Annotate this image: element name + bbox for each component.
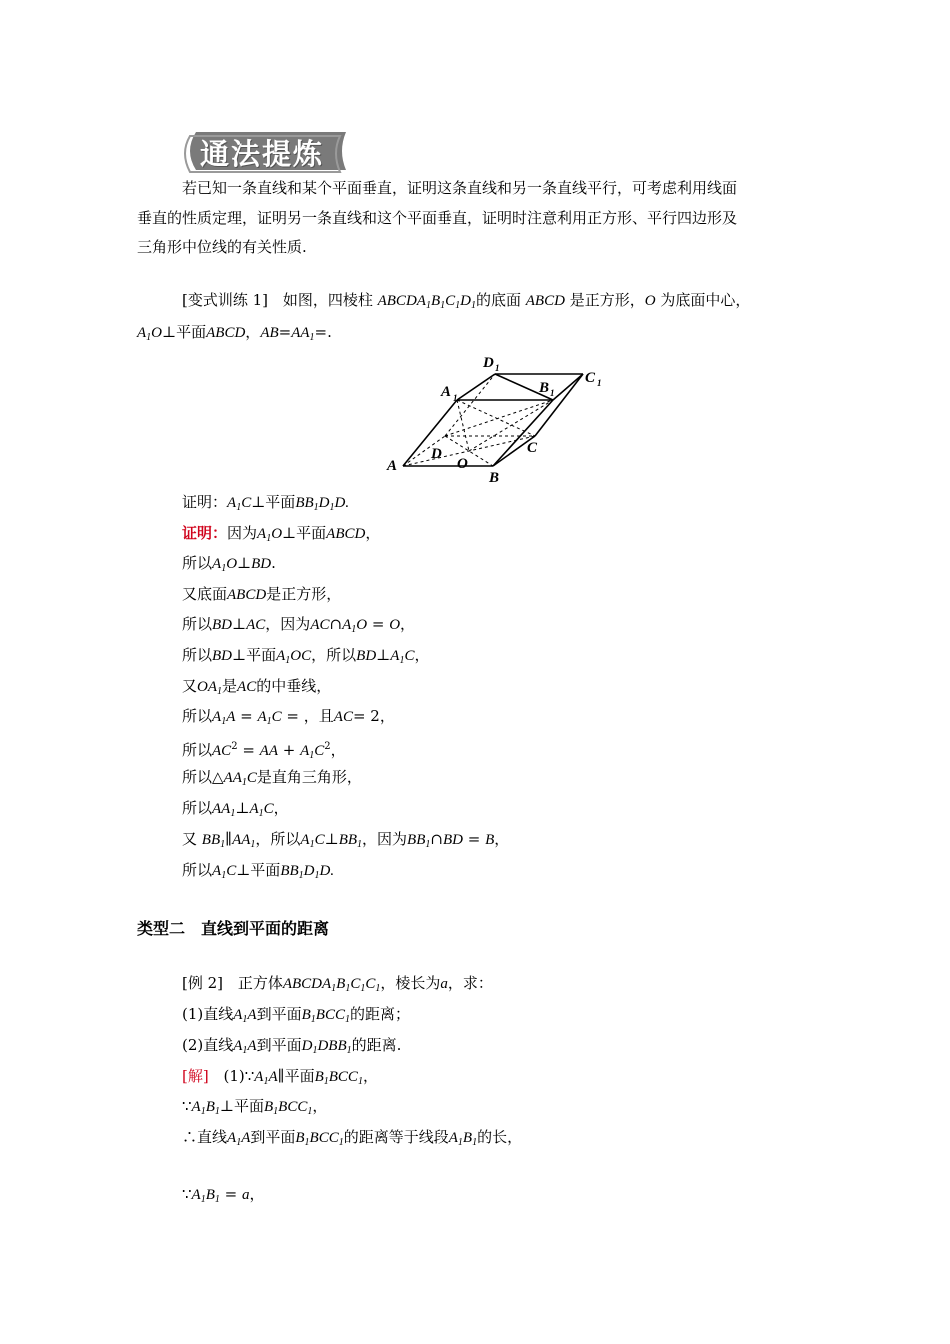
label-A1-sub: 1 (453, 393, 458, 403)
example-q2c: 的距离. (351, 1036, 402, 1054)
proof-line-10: 所以$AA_1\perp A_1C$， (182, 799, 289, 819)
proof-l9b: 是直角三角形， (256, 768, 362, 786)
exercise-line-2: $A_1O\perp$平面ABCD，$AB=AA_1=$. (137, 323, 332, 343)
label-B1-sub: 1 (550, 388, 555, 398)
label-D1-sub: 1 (495, 363, 500, 373)
exercise-text-g: =. (314, 323, 332, 341)
proof-l3b: 是正方形， (266, 585, 342, 603)
proof-goal-prefix: 证明： (182, 493, 228, 511)
summary-line-2: 垂直的性质定理，证明另一条直线和这个平面垂直，证明时注意利用正方形、平行四边形及 (137, 209, 738, 227)
proof-l10: 所以 (182, 799, 213, 817)
exercise-intro: 如图，四棱柱 (282, 291, 373, 309)
exercise-text-b: 是正方形， (569, 291, 645, 309)
proof-l3: 又底面 (182, 585, 228, 603)
proof-line-7: 所以$A_1A = A_1C$ = ，且AC= 2， (182, 707, 395, 727)
label-D: D (431, 446, 442, 462)
solution-s4: ∵ (182, 1185, 192, 1203)
proof-l2: 所以 (182, 554, 213, 572)
exercise-text-f: = (278, 323, 292, 341)
proof-l11: 又 (182, 830, 198, 848)
exercise-text-c: 为底面中心， (660, 291, 751, 309)
proof-line-6: 又$OA_1$是AC的中垂线， (182, 677, 332, 697)
label-A: A (387, 458, 398, 474)
proof-l6b: 是 (222, 677, 238, 695)
solution-s3: ∴直线 (182, 1128, 228, 1146)
example-q1b: 到平面 (256, 1005, 302, 1023)
summary-line-3: 三角形中位线的有关性质. (137, 238, 307, 256)
section-banner (182, 128, 350, 174)
proof-label: 证明： (182, 524, 228, 542)
proof-l6c: 的中垂线， (256, 677, 332, 695)
exercise-text-e: ， (245, 323, 261, 341)
exercise-tag: [变式训练 1] (182, 291, 269, 309)
proof-line-11: 又 $BB_1\parallel AA_1$，所以$A_1C\perp BB_1$，因为$BB_1\cap BD = B$， (182, 830, 510, 850)
proof-line-9: 所以$\triangle AA_1C$是直角三角形， (182, 768, 362, 788)
proof-l4: 所以 (182, 615, 213, 633)
example-tag: [例 2] (182, 974, 224, 992)
prism-diagram (385, 350, 615, 485)
banner-title: 通法提炼 (200, 137, 325, 171)
proof-l7c: = 2， (352, 707, 395, 725)
proof-line-1: 证明：因为$A_1O\perp$平面ABCD， (182, 524, 381, 544)
example-question-1: (1)直线$A_1A$到平面$B_1BCC_1$的距离； (182, 1005, 410, 1025)
proof-l8: 所以 (182, 741, 213, 759)
proof-line-4: 所以BD⊥AC，因为$AC\cap A_1O = O$， (182, 615, 416, 635)
example-q2b: 到平面 (256, 1036, 302, 1054)
example-q2: (2)直线 (182, 1036, 234, 1054)
label-C: C (527, 440, 538, 456)
example-question-2: (2)直线$A_1A$到平面$D_1DBB_1$的距离. (182, 1036, 402, 1056)
label-B1: B (539, 380, 550, 396)
exercise-text-a: 的底面 (475, 291, 521, 309)
example-q1c: 的距离； (349, 1005, 410, 1023)
solution-s3d: 的长， (477, 1128, 523, 1146)
solution-line-3: ∴直线$A_1A$到平面$B_1BCC_1$的距离等于线段$A_1B_1$的长， (182, 1128, 523, 1148)
solution-tag: [解] (182, 1067, 209, 1085)
solution-line-4: $\because A_1B_1 = a$， (182, 1185, 265, 1205)
label-D1: D (483, 355, 494, 371)
proof-l5b: ，所以 (311, 646, 357, 664)
example-text-b: ，棱长为 (380, 974, 441, 992)
proof-l11b: ，所以 (255, 830, 301, 848)
solution-s1b: ∥平面 (277, 1067, 315, 1085)
solution-s2: ∵ (182, 1097, 192, 1115)
label-A1: A (441, 384, 452, 400)
proof-l9: 所以△ (182, 768, 224, 786)
label-C1: C (585, 370, 596, 386)
solution-line-2: $\because A_1B_1\perp$平面$B_1BCC_1$， (182, 1097, 328, 1117)
label-C1-sub: 1 (597, 378, 602, 388)
solution-s3c: 的距离等于线段 (343, 1128, 449, 1146)
proof-line-5: 所以BD⊥平面$A_1OC$，所以$BD\perp A_1C$， (182, 646, 430, 666)
proof-goal-text: ⊥平面 (251, 493, 296, 511)
example-line: [例 2] 正方体$ABCDA_1B_1C_1C_1$，棱长为a，求： (182, 974, 493, 994)
proof-goal: 证明：$A_1C\perp$平面$BB_1D_1D$. (182, 493, 350, 513)
exercise-text-d: ⊥平面 (162, 323, 207, 341)
example-text: 正方体 (237, 974, 283, 992)
proof-l6: 又 (182, 677, 198, 695)
proof-l1b: ⊥平面 (282, 524, 327, 542)
solution-s2b: ⊥平面 (219, 1097, 264, 1115)
solution-s3b: 到平面 (250, 1128, 296, 1146)
proof-line-8: 所以$AC^2$ = AA + $A_1C^2$， (182, 741, 346, 761)
proof-line-12: 所以$A_1C\perp$平面$BB_1D_1D$. (182, 861, 335, 881)
proof-l11c: ，因为 (362, 830, 408, 848)
example-q1: (1)直线 (182, 1005, 234, 1023)
section-heading: 类型二 直线到平面的距离 (137, 919, 330, 938)
exercise-line-1: [变式训练 1] 如图，四棱柱 $ABCDA_1B_1C_1D_1$的底面 ABCD 是正方形，O 为底面中心， (182, 291, 751, 311)
proof-l4b: ，因为 (265, 615, 311, 633)
solution-line-1: [解] $(1)\because A_1A\parallel$平面$B_1BCC_1$， (182, 1067, 378, 1087)
label-O: O (457, 456, 468, 472)
proof-l1: 因为 (227, 524, 258, 542)
proof-l7b: ，且 (303, 707, 334, 725)
proof-line-2: 所以$A_1O\perp BD$. (182, 554, 276, 574)
solution-s1: (1)∵ (223, 1067, 255, 1085)
proof-line-3: 又底面ABCD是正方形， (182, 585, 342, 603)
label-B: B (489, 470, 500, 485)
summary-line-1: 若已知一条直线和某个平面垂直，证明这条直线和另一条直线平行，可考虑利用线面 (182, 179, 738, 197)
proof-l7: 所以 (182, 707, 213, 725)
proof-l12: 所以 (182, 861, 213, 879)
proof-l5: 所以 (182, 646, 213, 664)
example-text-c: ，求： (447, 974, 493, 992)
prism-figure (385, 350, 615, 489)
